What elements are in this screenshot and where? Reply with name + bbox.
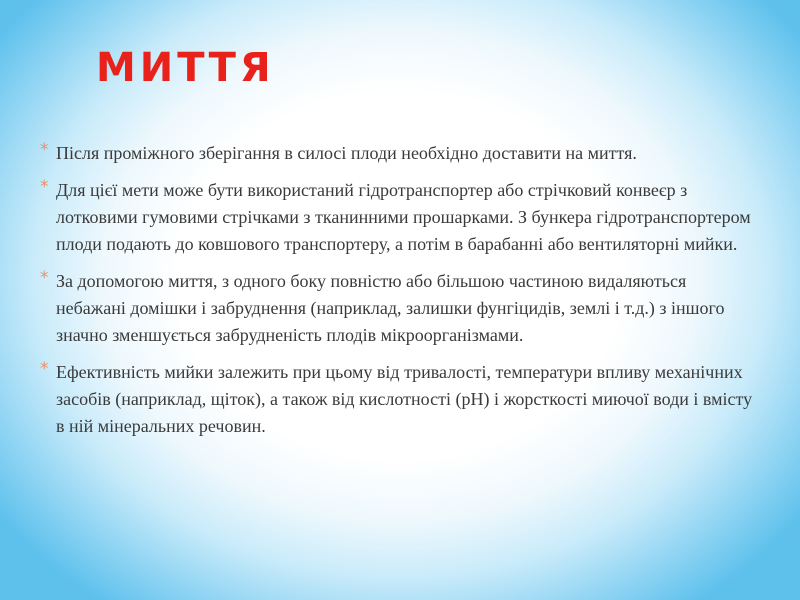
slide-title: МИТТЯ bbox=[96, 45, 275, 91]
bullet-item bbox=[40, 140, 760, 167]
asterisk-bullet-icon: * bbox=[40, 268, 49, 288]
bullet-item bbox=[40, 177, 760, 258]
asterisk-bullet-icon: * bbox=[40, 177, 49, 197]
bullet-item bbox=[40, 268, 760, 349]
bullet-text: За допомогою миття, з одного боку повністю або більшою частиною видаляються небажані домішки і забруднення (наприклад, залишки фунгіцидів, землі і т.д.) з іншого значно зменшується забрудненість плодів мікроорганізмами. bbox=[56, 271, 725, 345]
bullet-text: Ефективність мийки залежить при цьому від тривалості, температури впливу механічних засобів (наприклад, щіток), а також від кислотності (pH) і жорсткості миючої води і вмісту в ній мінеральних речовин. bbox=[56, 362, 753, 436]
asterisk-bullet-icon: * bbox=[40, 359, 49, 379]
bullet-list bbox=[40, 140, 760, 450]
bullet-text: Для цієї мети може бути використаний гідротранспортер або стрічковий конвеєр з лотковими гумовими стрічками з тканинними прошарками. З бункера гідротранспортером плоди подають до ковшового транспортеру, а потім в барабанні або вентиляторні мийки. bbox=[56, 180, 751, 254]
bullet-text: Після проміжного зберігання в силосі плоди необхідно доставити на миття. bbox=[56, 143, 637, 163]
asterisk-bullet-icon: * bbox=[40, 140, 49, 160]
bullet-item bbox=[40, 359, 760, 440]
